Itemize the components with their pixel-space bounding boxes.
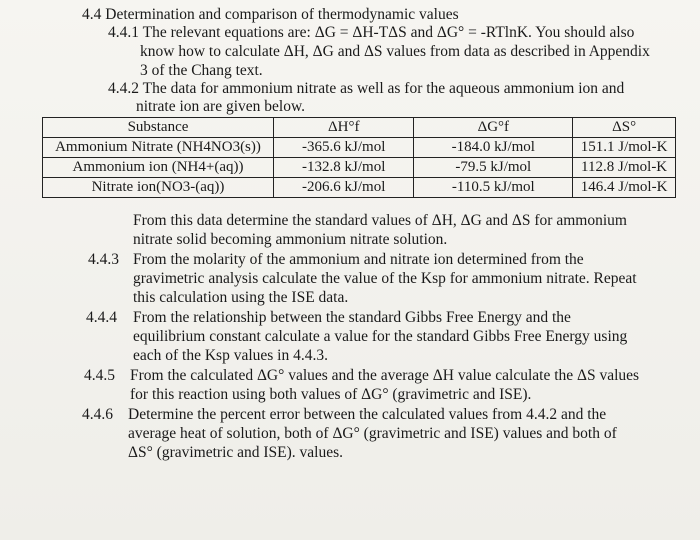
item-number-4-4-5: 4.4.5 bbox=[84, 367, 115, 384]
paragraph-4-4-2-line-2: nitrate ion are given below. bbox=[136, 98, 306, 115]
paragraph-4-4-3-line-2: gravimetric analysis calculate the value of the Ksp for ammonium nitrate. Repeat bbox=[133, 270, 637, 287]
cell-delta-g: -110.5 kJ/mol bbox=[414, 178, 573, 198]
paragraph-4-4-6-line-2: average heat of solution, both of ΔG° (gravimetric and ISE) values and both of bbox=[128, 425, 617, 442]
paragraph-4-4-4-line-3: each of the Ksp values in 4.4.3. bbox=[133, 347, 328, 364]
cell-delta-s: 112.8 J/mol-K bbox=[573, 158, 676, 178]
paragraph-4-4-3-line-3: this calculation using the ISE data. bbox=[133, 289, 349, 306]
paragraph-4-4-4-line-2: equilibrium constant calculate a value for the standard Gibbs Free Energy using bbox=[133, 328, 628, 345]
paragraph-4-4-2-line-1: 4.4.2 The data for ammonium nitrate as well as for the aqueous ammonium ion and bbox=[108, 80, 625, 97]
header-delta-s: ΔS° bbox=[573, 118, 676, 138]
cell-delta-g: -79.5 kJ/mol bbox=[414, 158, 573, 178]
paragraph-4-4-3-line-1: From the molarity of the ammonium and nitrate ion determined from the bbox=[133, 251, 584, 268]
item-number-4-4-3: 4.4.3 bbox=[88, 251, 119, 268]
table-row bbox=[43, 138, 676, 158]
paragraph-4-4-5-line-1: From the calculated ΔG° values and the average ΔH value calculate the ΔS values bbox=[130, 367, 640, 384]
cell-delta-s: 151.1 J/mol-K bbox=[573, 138, 676, 158]
cell-delta-h: -206.6 kJ/mol bbox=[274, 178, 414, 198]
section-heading: 4.4 Determination and comparison of thermodynamic values bbox=[82, 6, 459, 23]
instruction-line-1: From this data determine the standard values of ΔH, ΔG and ΔS for ammonium bbox=[133, 212, 627, 229]
header-delta-g: ΔG°f bbox=[414, 118, 573, 138]
cell-delta-s: 146.4 J/mol-K bbox=[573, 178, 676, 198]
item-number-4-4-4: 4.4.4 bbox=[86, 309, 117, 326]
paragraph-4-4-6-line-1: Determine the percent error between the calculated values from 4.4.2 and the bbox=[128, 406, 607, 423]
cell-substance: Ammonium Nitrate (NH4NO3(s)) bbox=[43, 138, 274, 158]
table-header-row bbox=[43, 118, 676, 138]
cell-delta-h: -365.6 kJ/mol bbox=[274, 138, 414, 158]
header-substance: Substance bbox=[43, 118, 274, 138]
item-number-4-4-6: 4.4.6 bbox=[82, 406, 113, 423]
instruction-line-2: nitrate solid becoming ammonium nitrate solution. bbox=[133, 231, 448, 248]
cell-delta-h: -132.8 kJ/mol bbox=[274, 158, 414, 178]
paragraph-4-4-1-line-3: 3 of the Chang text. bbox=[140, 62, 263, 79]
paragraph-4-4-1-line-1: 4.4.1 The relevant equations are: ΔG = ΔH-TΔS and ΔG° = -RTlnK. You should also bbox=[108, 24, 635, 41]
header-delta-h: ΔH°f bbox=[274, 118, 414, 138]
paragraph-4-4-5-line-2: for this reaction using both values of ΔG° (gravimetric and ISE). bbox=[130, 386, 532, 403]
table-row bbox=[43, 158, 676, 178]
cell-substance: Ammonium ion (NH4+(aq)) bbox=[43, 158, 274, 178]
paragraph-4-4-1-line-2: know how to calculate ΔH, ΔG and ΔS values from data as described in Appendix bbox=[140, 43, 650, 60]
thermo-data-table bbox=[42, 117, 676, 198]
table-row bbox=[43, 178, 676, 198]
paragraph-4-4-4-line-1: From the relationship between the standard Gibbs Free Energy and the bbox=[133, 309, 571, 326]
paragraph-4-4-6-line-3: ΔS° (gravimetric and ISE). values. bbox=[128, 444, 344, 461]
cell-delta-g: -184.0 kJ/mol bbox=[414, 138, 573, 158]
cell-substance: Nitrate ion(NO3-(aq)) bbox=[43, 178, 274, 198]
